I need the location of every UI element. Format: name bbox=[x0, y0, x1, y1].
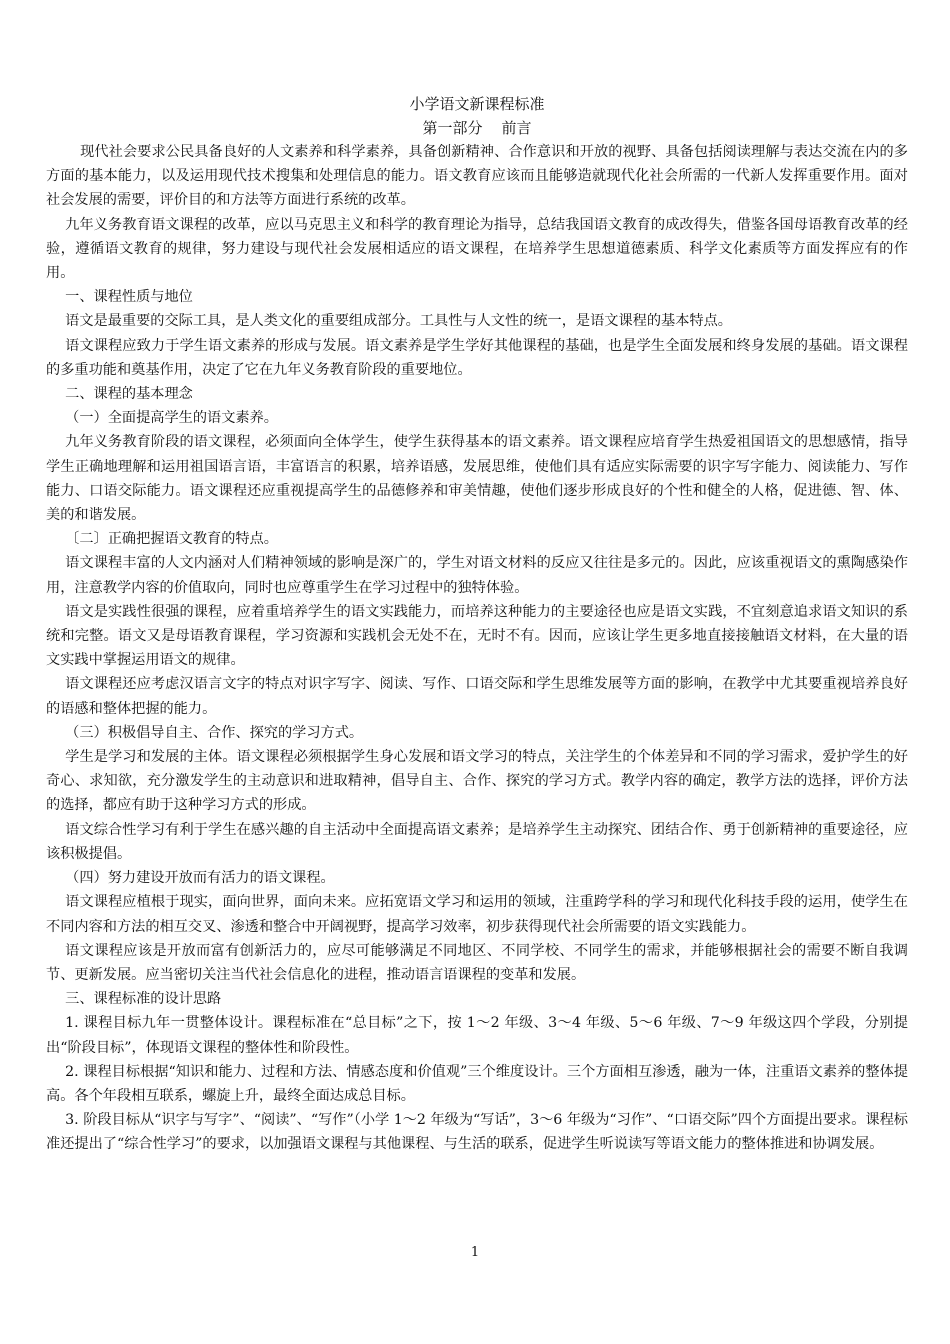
section-heading: 三、课程标准的设计思路 bbox=[65, 991, 222, 1008]
body-paragraph: 学生是学习和发展的主体。语文课程必须根据学生身心发展和语文学习的特点，关注学生的个体差异和不同的学习需求，爱护学生的好奇心、求知欲，充分激发学生的主动意识和进取精神，倡导自主、合作、探究的学习方式。教学内容的确定，教学方法的选择，评价方法的选择，都应有助于这种学习方式的形成。 bbox=[46, 749, 908, 814]
body-paragraph: 语文课程应植根于现实，面向世界，面向未来。应拓宽语文学习和运用的领域，注重跨学科的学习和现代化科技手段的运用，使学生在不同内容和方法的相互交叉、渗透和整合中开阔视野，提高学习效率，初步获得现代社会所需要的语文实践能力。 bbox=[46, 894, 908, 935]
body-paragraph: 1. 课程目标九年一贯整体设计。课程标准在“总目标”之下，按 1～2 年级、3～4 年级、5～6 年级、7～9 年级这四个学段，分别提出“阶段目标”，体现语文课程的整体性和阶段性。 bbox=[46, 1015, 908, 1056]
body-paragraph: 语文综合性学习有利于学生在感兴趣的自主活动中全面提高语文素养；是培养学生主动探究、团结合作、勇于创新精神的重要途径，应该积极提倡。 bbox=[46, 821, 908, 862]
body-paragraph: 语文课程应该是开放而富有创新活力的，应尽可能够满足不同地区、不同学校、不同学生的需求，并能够根据社会的需要不断自我调节、更新发展。应当密切关注当代社会信息化的进程，推动语言语课程的变革和发展。 bbox=[46, 942, 908, 983]
section-heading: （四）努力建设开放而有活力的语文课程。 bbox=[65, 870, 335, 887]
body-paragraph: 2. 课程目标根据“知识和能力、过程和方法、情感态度和价值观”三个维度设计。三个方面相互渗透，融为一体，注重语文素养的整体提高。各个年段相互联系，螺旋上升，最终全面达成总目标。 bbox=[46, 1063, 908, 1104]
document-subtitle: 第一部分 前言 bbox=[422, 119, 532, 137]
body-paragraph: 现代社会要求公民具备良好的人文素养和科学素养，具备创新精神、合作意识和开放的视野、具备包括阅读理解与表达交流在内的多方面的基本能力，以及运用现代技术搜集和处理信息的能力。语文教育应该而且能够造就现代化社会所需的一代新人发挥重要作用。面对社会发展的需要，评价目的和方法等方面进行系统的改革。 bbox=[46, 144, 908, 209]
body-paragraph: 3. 阶段目标从“识字与写字”、“阅读”、“写作”（小学 1～2 年级为“写话”，3～6 年级为“习作”、“口语交际”四个方面提出要求。课程标准还提出了“综合性学习”的要求，以加强语文课程与其他课程、与生活的联系，促进学生听说读写等语文能力的整体推进和协调发展。 bbox=[46, 1112, 908, 1153]
body-paragraph: 九年义务教育语文课程的改革，应以马克思主义和科学的教育理论为指导，总结我国语文教育的成改得失，借鉴各国母语教育改革的经验，遵循语文教育的规律，努力建设与现代社会发展相适应的语文课程，在培养学生思想道德素质、科学文化素质等方面发挥应有的作用。 bbox=[46, 216, 908, 282]
document-page bbox=[46, 92, 908, 1157]
section-heading: 一、课程性质与地位 bbox=[65, 289, 193, 306]
section-heading: 〔二〕正确把握语文教育的特点。 bbox=[65, 531, 278, 548]
section-heading: 二、课程的基本理念 bbox=[65, 386, 193, 403]
body-paragraph: 九年义务教育阶段的语文课程，必须面向全体学生，使学生获得基本的语文素养。语文课程应培育学生热爱祖国语文的思想感情，指导学生正确地理解和运用祖国语言语，丰富语言的积累，培养语感，发展思维，使他们具有适应实际需要的识字写字能力、阅读能力、写作能力、口语交际能力。语文课程还应重视提高学生的品德修养和审美情趣，使他们逐步形成良好的个性和健全的人格，促进德、智、体、美的和谐发展。 bbox=[46, 434, 908, 524]
section-heading: （三）积极倡导自主、合作、探究的学习方式。 bbox=[65, 724, 364, 741]
section-heading: （一）全面提高学生的语文素养。 bbox=[65, 410, 278, 427]
body-paragraph: 语文课程应致力于学生语文素养的形成与发展。语文素养是学生学好其他课程的基础，也是学生全面发展和终身发展的基础。语文课程的多重功能和奠基作用，决定了它在九年义务教育阶段的重要地位。 bbox=[46, 337, 908, 378]
page-number: 1 bbox=[470, 1245, 480, 1260]
document-title: 小学语文新课程标准 bbox=[409, 95, 545, 113]
body-paragraph: 语文课程丰富的人文内涵对人们精神领域的影响是深广的，学生对语文材料的反应又往往是多元的。因此，应该重视语文的熏陶感染作用，注意教学内容的价值取向，同时也应尊重学生在学习过程中的独特体验。 bbox=[46, 555, 908, 596]
body-paragraph: 语文是实践性很强的课程，应着重培养学生的语文实践能力，而培养这种能力的主要途径也应是语文实践，不宜刻意追求语文知识的系统和完整。语文又是母语教育课程，学习资源和实践机会无处不在，无时不有。因而，应该让学生更多地直接接触语文材料，在大量的语文实践中掌握运用语文的规律。 bbox=[46, 603, 908, 669]
body-paragraph: 语文课程还应考虑汉语言文字的特点对识字写字、阅读、写作、口语交际和学生思维发展等方面的影响，在教学中尤其要重视培养良好的语感和整体把握的能力。 bbox=[46, 676, 908, 717]
body-paragraph: 语文是最重要的交际工具，是人类文化的重要组成部分。工具性与人文性的统一，是语文课程的基本特点。 bbox=[65, 313, 732, 330]
document-body bbox=[46, 140, 908, 1157]
